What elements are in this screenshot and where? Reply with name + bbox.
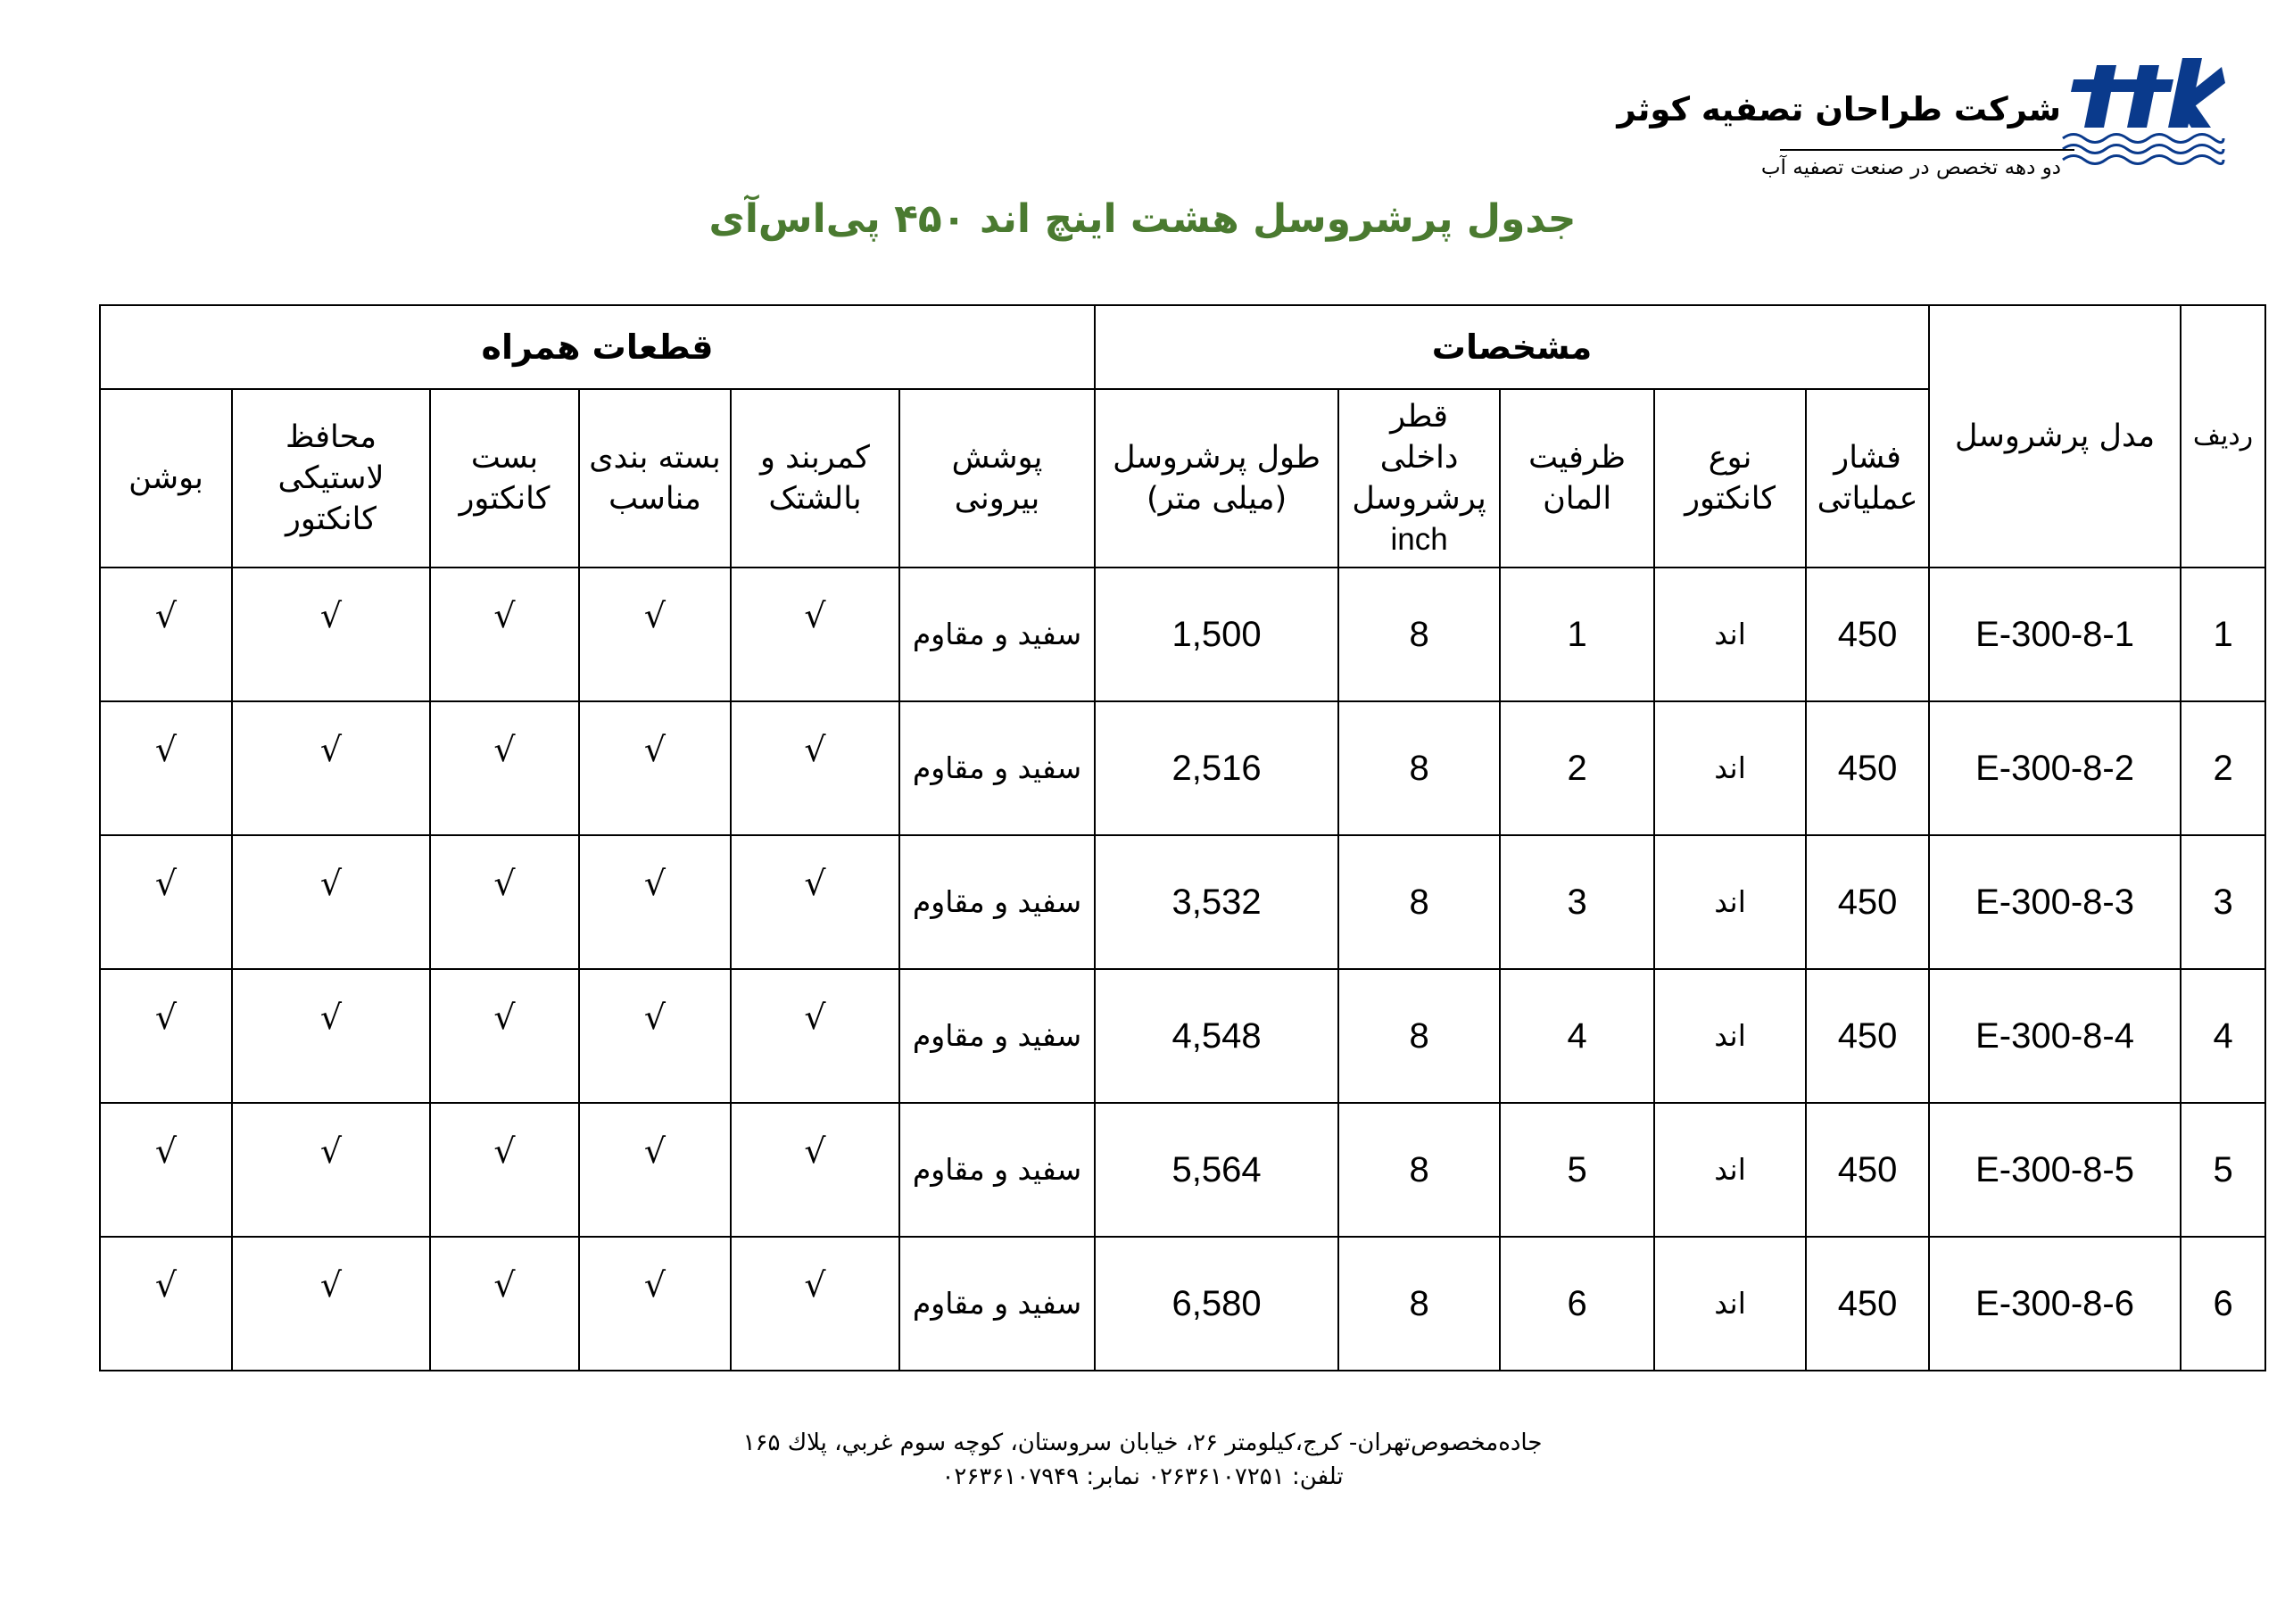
- cell-model: 300-8-2-E: [1929, 701, 2181, 835]
- check-mark: √: [430, 568, 579, 701]
- cell-model: 300-8-4-E: [1929, 969, 2181, 1103]
- group-header-accessories: قطعات همراه: [100, 305, 1095, 389]
- cell-pressure: 450: [1806, 701, 1929, 835]
- check-mark: √: [100, 1237, 232, 1371]
- cell-diameter: 8: [1338, 969, 1500, 1103]
- cell-cover: سفید و مقاوم: [899, 835, 1095, 969]
- header-length: طول پرشروسل (میلی متر): [1095, 389, 1338, 568]
- table-row: [100, 701, 2265, 835]
- check-mark: √: [579, 835, 731, 969]
- check-mark: √: [100, 835, 232, 969]
- cell-pressure: 450: [1806, 1237, 1929, 1371]
- cell-radif: 3: [2181, 835, 2265, 969]
- check-mark: √: [731, 969, 899, 1103]
- cell-connector: اند: [1654, 1103, 1806, 1237]
- header-belt-cushion: کمربند و بالشتک: [731, 389, 899, 568]
- check-mark: √: [430, 1103, 579, 1237]
- cell-model: 300-8-3-E: [1929, 835, 2181, 969]
- company-name: شرکت طراحان تصفیه کوثر: [1617, 90, 2061, 128]
- table-row: [100, 1103, 2265, 1237]
- cell-length: 3,532: [1095, 835, 1338, 969]
- header-connector-clamp: بست کانکتور: [430, 389, 579, 568]
- cell-length: 4,548: [1095, 969, 1338, 1103]
- header-connector-type: نوع کانکتور: [1654, 389, 1806, 568]
- company-logo-block: [1617, 49, 2226, 192]
- cell-diameter: 8: [1338, 1237, 1500, 1371]
- check-mark: √: [232, 969, 430, 1103]
- header-inner-diameter: قطر داخلی پرشروسل inch: [1338, 389, 1500, 568]
- check-mark: √: [731, 1237, 899, 1371]
- check-mark: √: [579, 701, 731, 835]
- cell-pressure: 450: [1806, 1103, 1929, 1237]
- footer-contact: [0, 1426, 2285, 1494]
- check-mark: √: [731, 701, 899, 835]
- header-packaging: بسته بندی مناسب: [579, 389, 731, 568]
- cell-connector: اند: [1654, 969, 1806, 1103]
- cell-pressure: 450: [1806, 969, 1929, 1103]
- cell-length: 6,580: [1095, 1237, 1338, 1371]
- cell-radif: 5: [2181, 1103, 2265, 1237]
- check-mark: √: [232, 835, 430, 969]
- footer-phones: تلفن: ۰۲۶۳۶۱۰۷۲۵۱ نمابر: ۰۲۶۳۶۱۰۷۹۴۹: [941, 1463, 1344, 1490]
- group-header-row: [100, 305, 2265, 389]
- cell-capacity: 6: [1500, 1237, 1654, 1371]
- table-row: [100, 835, 2265, 969]
- cell-cover: سفید و مقاوم: [899, 969, 1095, 1103]
- check-mark: √: [100, 701, 232, 835]
- footer-address: جادەمخصوص‌تهران- کرج،کیلومتر ۲۶، خیابان سروستان، کوچه سوم غربي، پلاك ۱۶۵: [742, 1429, 1543, 1456]
- cell-diameter: 8: [1338, 568, 1500, 701]
- cell-connector: اند: [1654, 835, 1806, 969]
- check-mark: √: [232, 1237, 430, 1371]
- ttk-logo-icon: [2061, 49, 2226, 183]
- check-mark: √: [579, 1237, 731, 1371]
- check-mark: √: [232, 568, 430, 701]
- cell-cover: سفید و مقاوم: [899, 1103, 1095, 1237]
- header-rubber-protector: محافظ لاستیکی کانکتور: [232, 389, 430, 568]
- cell-capacity: 1: [1500, 568, 1654, 701]
- cell-diameter: 8: [1338, 701, 1500, 835]
- header-pressure: فشار عملیاتی: [1806, 389, 1929, 568]
- header-element-capacity: ظرفیت المان: [1500, 389, 1654, 568]
- check-mark: √: [731, 1103, 899, 1237]
- cell-cover: سفید و مقاوم: [899, 1237, 1095, 1371]
- cell-pressure: 450: [1806, 568, 1929, 701]
- check-mark: √: [100, 969, 232, 1103]
- check-mark: √: [430, 1237, 579, 1371]
- check-mark: √: [731, 568, 899, 701]
- cell-model: 300-8-1-E: [1929, 568, 2181, 701]
- cell-length: 5,564: [1095, 1103, 1338, 1237]
- company-tagline: دو دهه تخصص در صنعت تصفیه آب: [1760, 156, 2061, 179]
- cell-connector: اند: [1654, 568, 1806, 701]
- header-outer-cover: پوشش بیرونی: [899, 389, 1095, 568]
- cell-connector: اند: [1654, 701, 1806, 835]
- cell-model: 300-8-6-E: [1929, 1237, 2181, 1371]
- cell-capacity: 2: [1500, 701, 1654, 835]
- cell-capacity: 4: [1500, 969, 1654, 1103]
- page-title: جدول پرشروسل هشت اینچ اند ۴۵۰ پی‌اس‌آی: [708, 196, 1577, 242]
- group-header-specs: مشخصات: [1095, 305, 1929, 389]
- check-mark: √: [232, 701, 430, 835]
- check-mark: √: [579, 969, 731, 1103]
- cell-pressure: 450: [1806, 835, 1929, 969]
- table-row: [100, 568, 2265, 701]
- cell-radif: 2: [2181, 701, 2265, 835]
- cell-cover: سفید و مقاوم: [899, 568, 1095, 701]
- check-mark: √: [731, 835, 899, 969]
- cell-diameter: 8: [1338, 1103, 1500, 1237]
- header-bushing: بوشن: [100, 389, 232, 568]
- table-row: [100, 969, 2265, 1103]
- header-radif: ردیف: [2181, 305, 2265, 568]
- table-row: [100, 1237, 2265, 1371]
- cell-capacity: 3: [1500, 835, 1654, 969]
- pressure-vessel-spec-table: [99, 304, 2266, 1371]
- header-model: مدل پرشروسل: [1929, 305, 2181, 568]
- header-divider: [1780, 149, 2074, 151]
- cell-diameter: 8: [1338, 835, 1500, 969]
- cell-radif: 1: [2181, 568, 2265, 701]
- check-mark: √: [430, 969, 579, 1103]
- cell-length: 1,500: [1095, 568, 1338, 701]
- check-mark: √: [100, 1103, 232, 1237]
- check-mark: √: [579, 1103, 731, 1237]
- cell-radif: 6: [2181, 1237, 2265, 1371]
- cell-length: 2,516: [1095, 701, 1338, 835]
- cell-cover: سفید و مقاوم: [899, 701, 1095, 835]
- check-mark: √: [232, 1103, 430, 1237]
- cell-connector: اند: [1654, 1237, 1806, 1371]
- check-mark: √: [430, 835, 579, 969]
- cell-model: 300-8-5-E: [1929, 1103, 2181, 1237]
- check-mark: √: [100, 568, 232, 701]
- check-mark: √: [430, 701, 579, 835]
- cell-capacity: 5: [1500, 1103, 1654, 1237]
- cell-radif: 4: [2181, 969, 2265, 1103]
- check-mark: √: [579, 568, 731, 701]
